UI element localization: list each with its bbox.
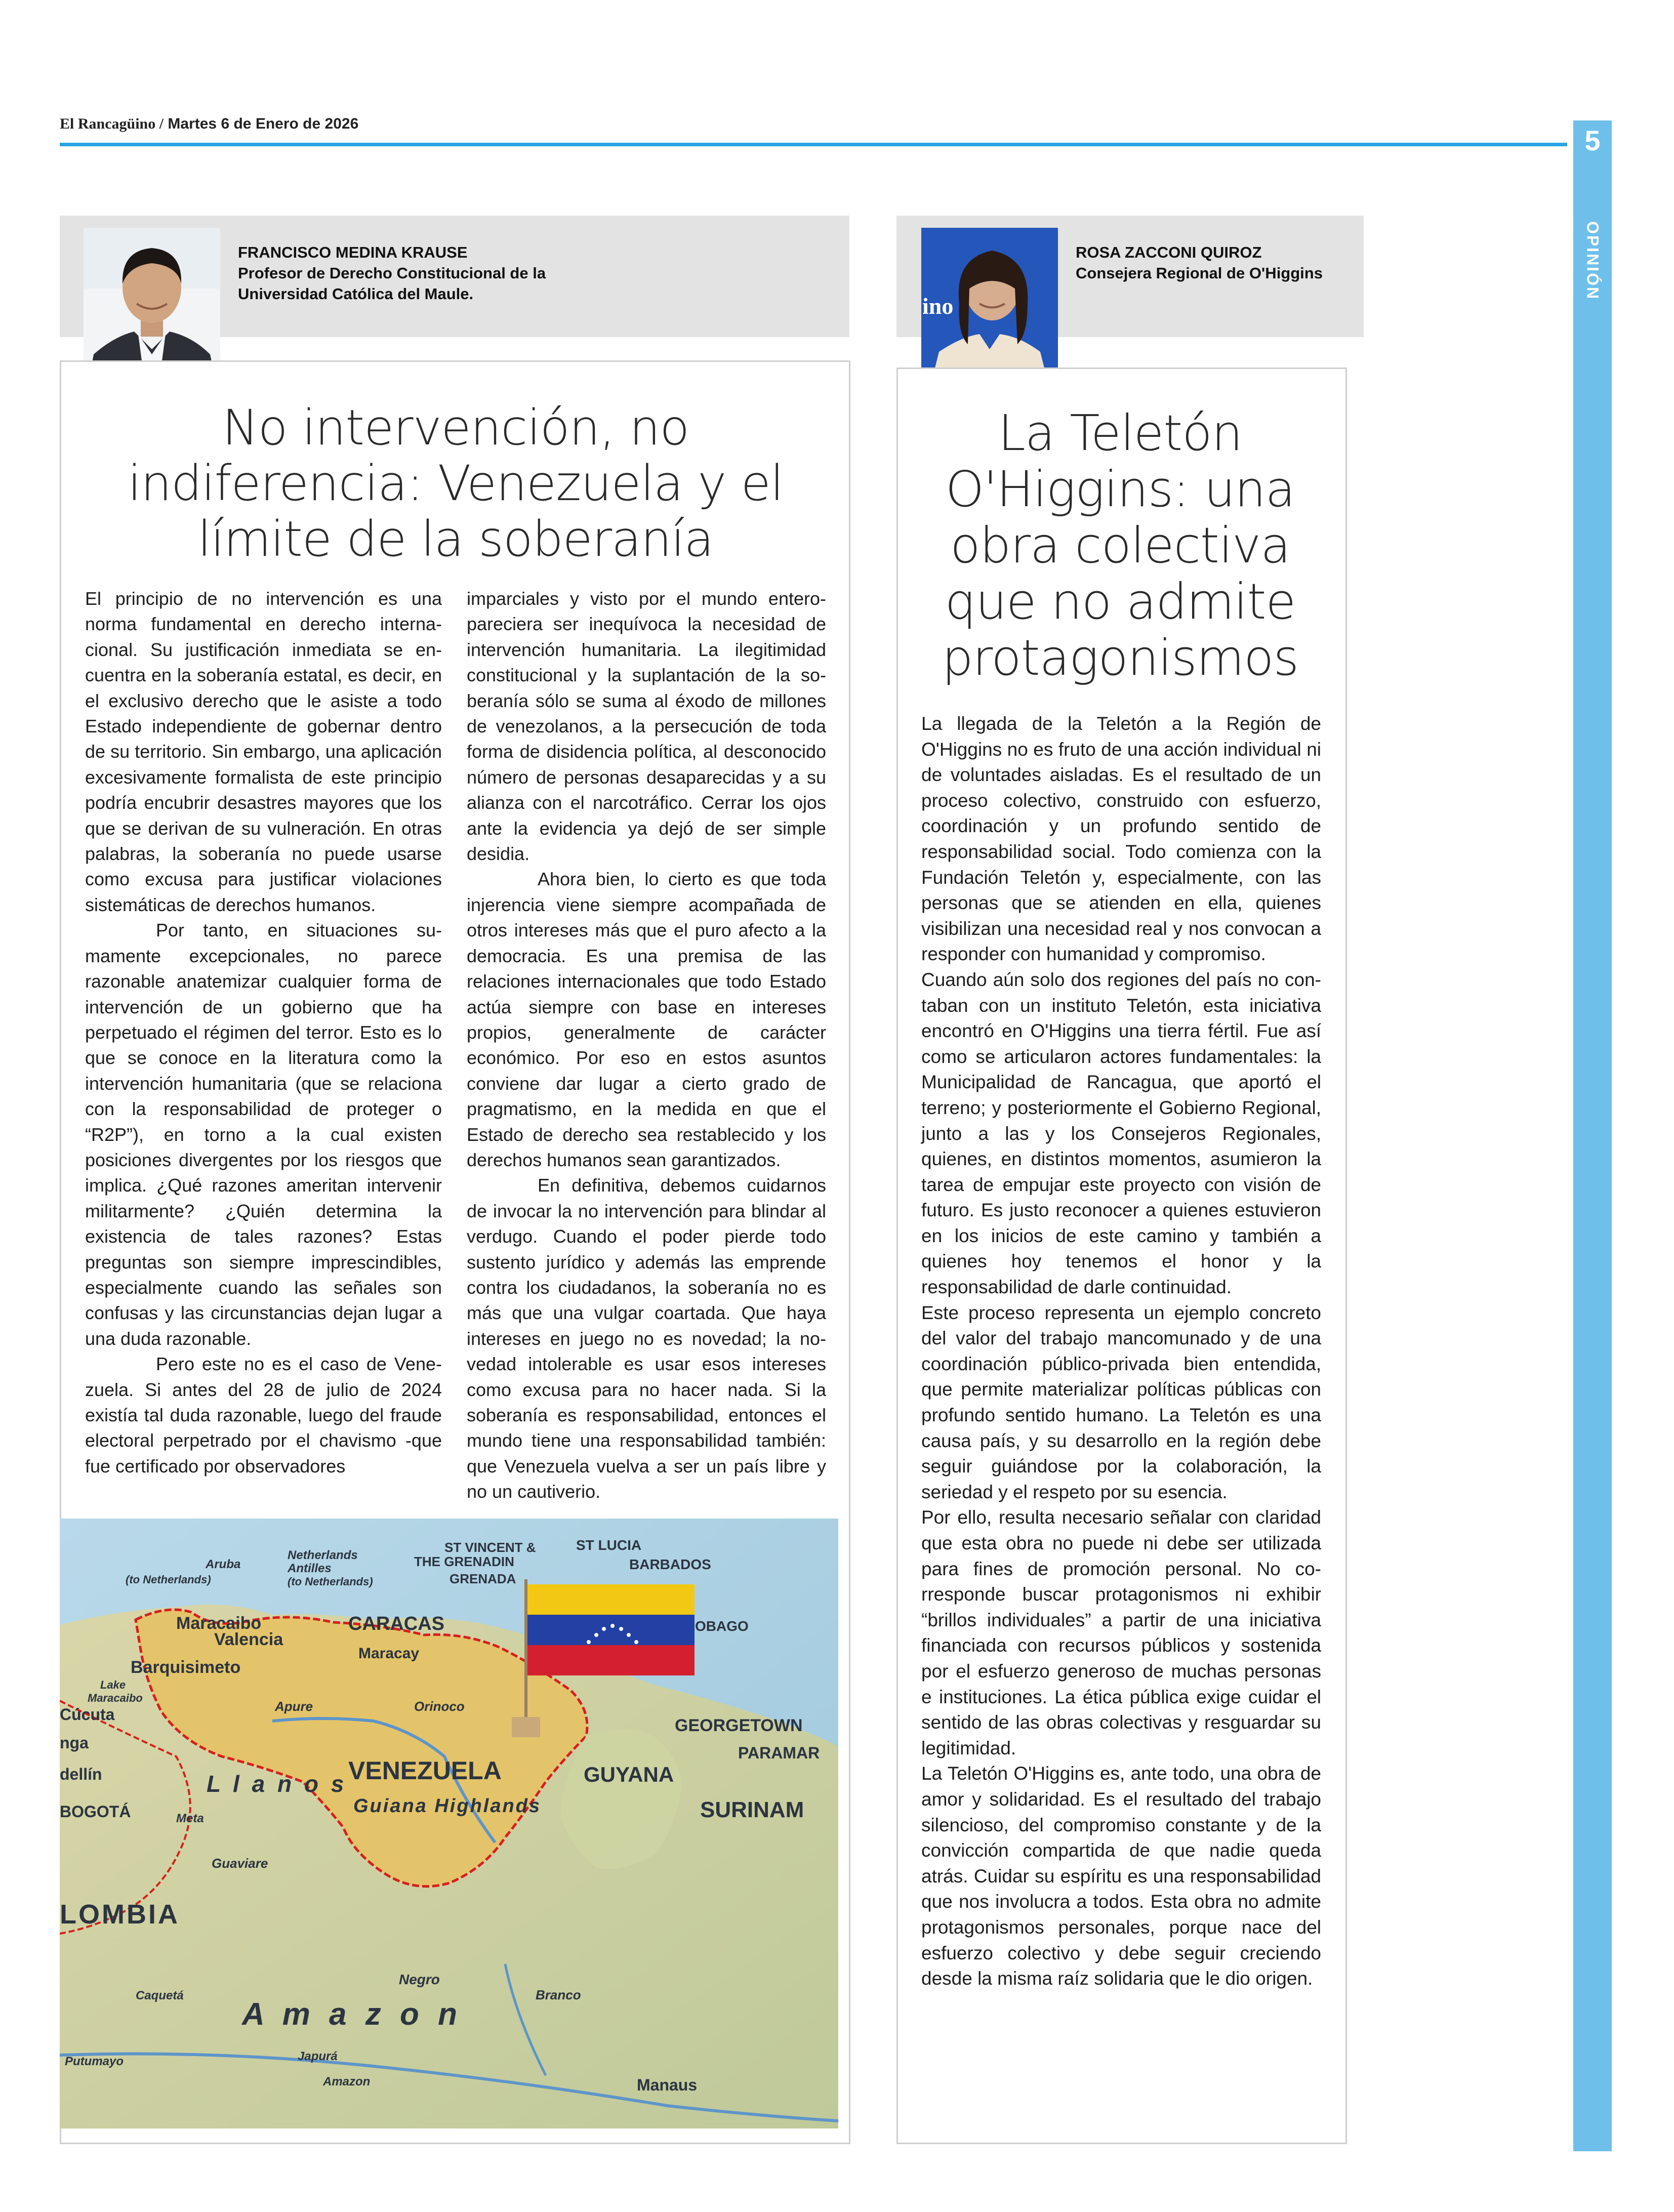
left-paragraph: imparciales y visto por el mundo entero- pareciera ser inequívoca la necesidad de intervención humanitaria. La ilegitimidad constitucional y la suplantación de la soberanía sólo se suma al éxodo de millones de venezolanos, a la persecución de toda forma de disidencia política, al desconocido número de personas desaparecidas y a su alianza con el narcotráfico. Cerrar los ojos ante la evidencia ya dejó de ser simple desidia. <box>467 588 826 865</box>
map-label-amazon-river: Amazon <box>323 2075 371 2088</box>
map-label-guaviare: Guaviare <box>212 1856 268 1871</box>
right-title-line-3: obra colectiva <box>950 517 1290 574</box>
left-author-role-2: Universidad Católica del Maule. <box>238 285 474 303</box>
map-label-bogota: BOGOTÁ <box>60 1803 131 1821</box>
map-label-venezuela: VENEZUELA <box>348 1756 502 1785</box>
left-author-role-1: Profesor de Derecho Constitucional de la <box>238 264 546 282</box>
map-label-lake: Lake <box>100 1678 126 1691</box>
map-label-japura: Japurá <box>298 2050 338 2063</box>
map-label-maracaibo: Maracaibo <box>176 1614 262 1633</box>
right-paragraph: Por ello, resulta necesario señalar con claridad que esta obra no puede ni debe ser utilizada para fines de promoción personal. No corresponde buscar protagonismos ni exhibir “brillos individuales” a partir de una iniciativa financiada con recursos públicos y sostenida por el esfuerzo generoso de muchas personas e instituciones. La ética pública exige cuidar el sentido de las obras colectivas y resguardar su legitimidad. <box>921 1507 1321 1758</box>
left-title-line-2: indiferencia: Venezuela y el <box>128 455 784 512</box>
map-label-st-vincent: ST VINCENT & <box>444 1540 536 1555</box>
section-label-text: OPINIÓN <box>1583 221 1602 301</box>
right-title-line-2: O'Higgins: una <box>945 461 1295 518</box>
left-author-name: FRANCISCO MEDINA KRAUSE <box>238 243 468 261</box>
map-label-grenada: GRENADA <box>450 1571 516 1586</box>
map-label-caqueta: Caquetá <box>136 1989 184 2002</box>
map-label-putumayo: Putumayo <box>65 2055 124 2068</box>
map-label-grenadines: THE GRENADIN <box>414 1554 514 1569</box>
map-label-amazon: A m a z o n <box>242 1997 462 2032</box>
map-label-paramaribo: PARAMAR <box>738 1744 820 1762</box>
map-label-aruba: Aruba <box>206 1558 241 1571</box>
map-label-apure: Apure <box>275 1699 313 1714</box>
map-label-negro: Negro <box>399 1972 440 1987</box>
right-author-photo <box>921 228 1058 382</box>
map-label-surinam: SURINAM <box>700 1797 804 1822</box>
left-paragraph: El principio de no intervención es una norma fundamental en derecho internacional. Su justificación inmediata se encuentra en la soberanía estatal, es decir, en el exclusivo derecho que le asiste a todo Estado independiente de gobernar dentro de su territorio. Sin embargo, una aplicación excesivamente formalista de este principio podría encubrir desastres mayores que los que se derivan de su vulneración. En otras palabras, la soberanía no puede usarse como excusa para justificar violaciones sistemáticas de derechos humanos. <box>85 588 442 915</box>
right-paragraph: Cuando aún solo dos regiones del país no contaban con un instituto Teletón, esta iniciativa encontró en O'Higgins una tierra fértil. Fue así como se articularon actores fundamentales: la Municipalidad de Rancagua, que aportó el terreno; y posteriormente el Gobierno Regional, junto a las y los Consejeros Regionales, quienes, en distintos momentos, asumieron la tarea de empujar este proyecto con visión de futuro. Es justo reconocer a quienes estuvieron en los inicios de este camino y también a quienes hoy tenemos el honor y la responsabilidad de darle continuidad. <box>921 969 1321 1298</box>
map-label-orinoco: Orinoco <box>414 1699 465 1714</box>
map-label-colombia: LOMBIA <box>60 1899 180 1930</box>
left-title-line-3: límite de la soberanía <box>197 511 714 567</box>
left-paragraph: Ahora bien, lo cierto es que toda injerencia viene siempre acompañada de otros intereses más que el puro afecto a la democracia. Es una premisa de las relaciones internacionales que todo Estado actúa siempre con base en intereses propios, generalmente de carácter económico. Por eso en estos asuntos conviene dar lugar a cierto grado de pragmatismo, en la medida en que el Estado de derecho sea restablecido y los derechos humanos sean garantizados. <box>467 869 826 1170</box>
map-label-guyana: GUYANA <box>584 1763 674 1786</box>
section-label <box>1578 213 1607 309</box>
map-label-valencia: Valencia <box>214 1630 283 1649</box>
map-label-barbados: BARBADOS <box>629 1556 711 1572</box>
issue-date: Martes 6 de Enero de 2026 <box>168 115 359 132</box>
right-article-title <box>906 405 1334 686</box>
left-article-column-2 <box>467 586 826 1505</box>
right-author-name: ROSA ZACCONI QUIROZ <box>1076 243 1262 261</box>
left-paragraph: Por tanto, en situaciones sumamente excepcionales, no parece razonable anatemizar cualquier forma de intervención de un gobierno que ha perpetuado el régimen del terror. Esto es lo que se conoce en la literatura como la intervención humanitaria (que se relaciona con la responsabilidad de proteger o “R2P”), en torno a la cual existen posiciones divergentes por los riesgos que implica. ¿Qué razones ameritan intervenir militarmente? ¿Quién determina la existencia de tales razones? Estas preguntas son siempre imprescindibles, especialmente cuando las señales son confusas y las circunstancias dejan lugar a una duda razonable. <box>85 920 442 1349</box>
right-author-credit <box>1076 242 1354 283</box>
photo-backdrop-text: ino <box>922 293 954 319</box>
right-title-line-4: que no admite <box>945 573 1296 630</box>
header-rule <box>60 143 1567 146</box>
map-label-branco: Branco <box>536 1987 581 2002</box>
section-sidebar <box>1573 120 1612 2151</box>
map-label-to-netherlands: (to Netherlands) <box>126 1573 211 1586</box>
left-paragraph: En definitiva, debemos cuidarnos de invocar la no intervención para blindar al verdugo. Cuando el poder pierde todo sustento jurídico y además las emprende contra los ciudadanos, la soberanía no es más que una vulgar coartada. Que haya intereses en juego no es novedad; la novedad intolerable es usar esos intereses como excusa para no hacer nada. Si la soberanía es responsabilidad, entonces el mundo tiene una responsabilidad también: que Venezuela vuelva a ser un país libre y no un cautiverio. <box>467 1175 826 1502</box>
map-label-guiana-highlands: Guiana Highlands <box>353 1795 542 1817</box>
map-label-llanos: L l a n o s <box>207 1771 347 1797</box>
masthead <box>60 115 358 133</box>
left-paragraph: Pero este no es el caso de Venezuela. Si antes del 28 de julio de 2024 existía tal duda razonable, luego del fraude electoral perpetrado por el chavismo -que fue certificado por observadores <box>85 1354 442 1477</box>
map-label-meta: Meta <box>176 1812 204 1825</box>
left-title-line-1: No intervención, no <box>222 399 689 456</box>
page-number: 5 <box>1584 125 1601 156</box>
right-paragraph: La llegada de la Teletón a la Región de O'Higgins no es fruto de una acción individual ni de voluntades aisladas. Es el resultado de un proceso colectivo, construido con esfuerzo, coordinación y un profundo sentido de responsabilidad social. Todo comienza con la Fundación Teletón y, especialmente, con las personas que se atienden en ella, quienes visibilizan una necesidad real y nos convocan a responder con humanidad y compromiso. <box>921 713 1321 965</box>
right-paragraph: La Teletón O'Higgins es, ante todo, una obra de amor y solidaridad. Es el resultado del trabajo silencioso, del compromiso constante y de la convicción compartida de que nadie queda atrás. Cuidar su espíritu es una responsabilidad que nos involucra a todos. Esta obra no admite protagonismos personales, porque nace del esfuerzo colectivo y debe seguir creciendo desde la misma raíz solidaria que le dio origen. <box>921 1763 1321 1989</box>
right-title-line-5: protagonismos <box>942 629 1299 686</box>
map-label-caracas: CARACAS <box>348 1613 444 1634</box>
map-label-barquisimeto: Barquisimeto <box>131 1658 241 1677</box>
map-label-to-netherlands-2: (to Netherlands) <box>288 1575 373 1588</box>
venezuela-map-photo <box>60 1519 838 2128</box>
left-article-title <box>81 400 830 567</box>
newspaper-name: El Rancagüino / <box>60 115 164 132</box>
right-title-line-1: La Teletón <box>998 404 1243 462</box>
map-label-antilles: Antilles <box>288 1562 332 1575</box>
left-article-column-1 <box>85 586 442 1479</box>
right-paragraph: Este proceso representa un ejemplo concreto del valor del trabajo mancomunado y de una coordinación público-privada bien entendida, que permite materializar políticas públicas con profundo sentido humano. La Teletón es una causa país, y su desarrollo en la región debe seguir guiándose por la colaboración, la seriedad y el respeto por su esencia. <box>921 1302 1321 1502</box>
left-author-credit <box>238 242 820 304</box>
map-label-manaus: Manaus <box>637 2076 698 2094</box>
map-label-bucaramanga: nga <box>60 1734 89 1752</box>
map-label-maracay: Maracay <box>358 1645 420 1662</box>
map-label-maracaibo-lake: Maracaibo <box>88 1692 143 1704</box>
right-author-role: Consejera Regional de O'Higgins <box>1076 264 1323 282</box>
map-label-cucuta: Cúcuta <box>60 1705 115 1724</box>
map-label-st-lucia: ST LUCIA <box>576 1537 642 1553</box>
map-label-medellin: dellín <box>60 1765 102 1783</box>
map-label-georgetown: GEORGETOWN <box>675 1716 803 1735</box>
right-article-column <box>921 711 1321 1992</box>
map-label-tobago: OBAGO <box>695 1618 749 1634</box>
left-author-photo <box>84 228 220 382</box>
map-label-netherlands: Netherlands <box>288 1548 358 1562</box>
